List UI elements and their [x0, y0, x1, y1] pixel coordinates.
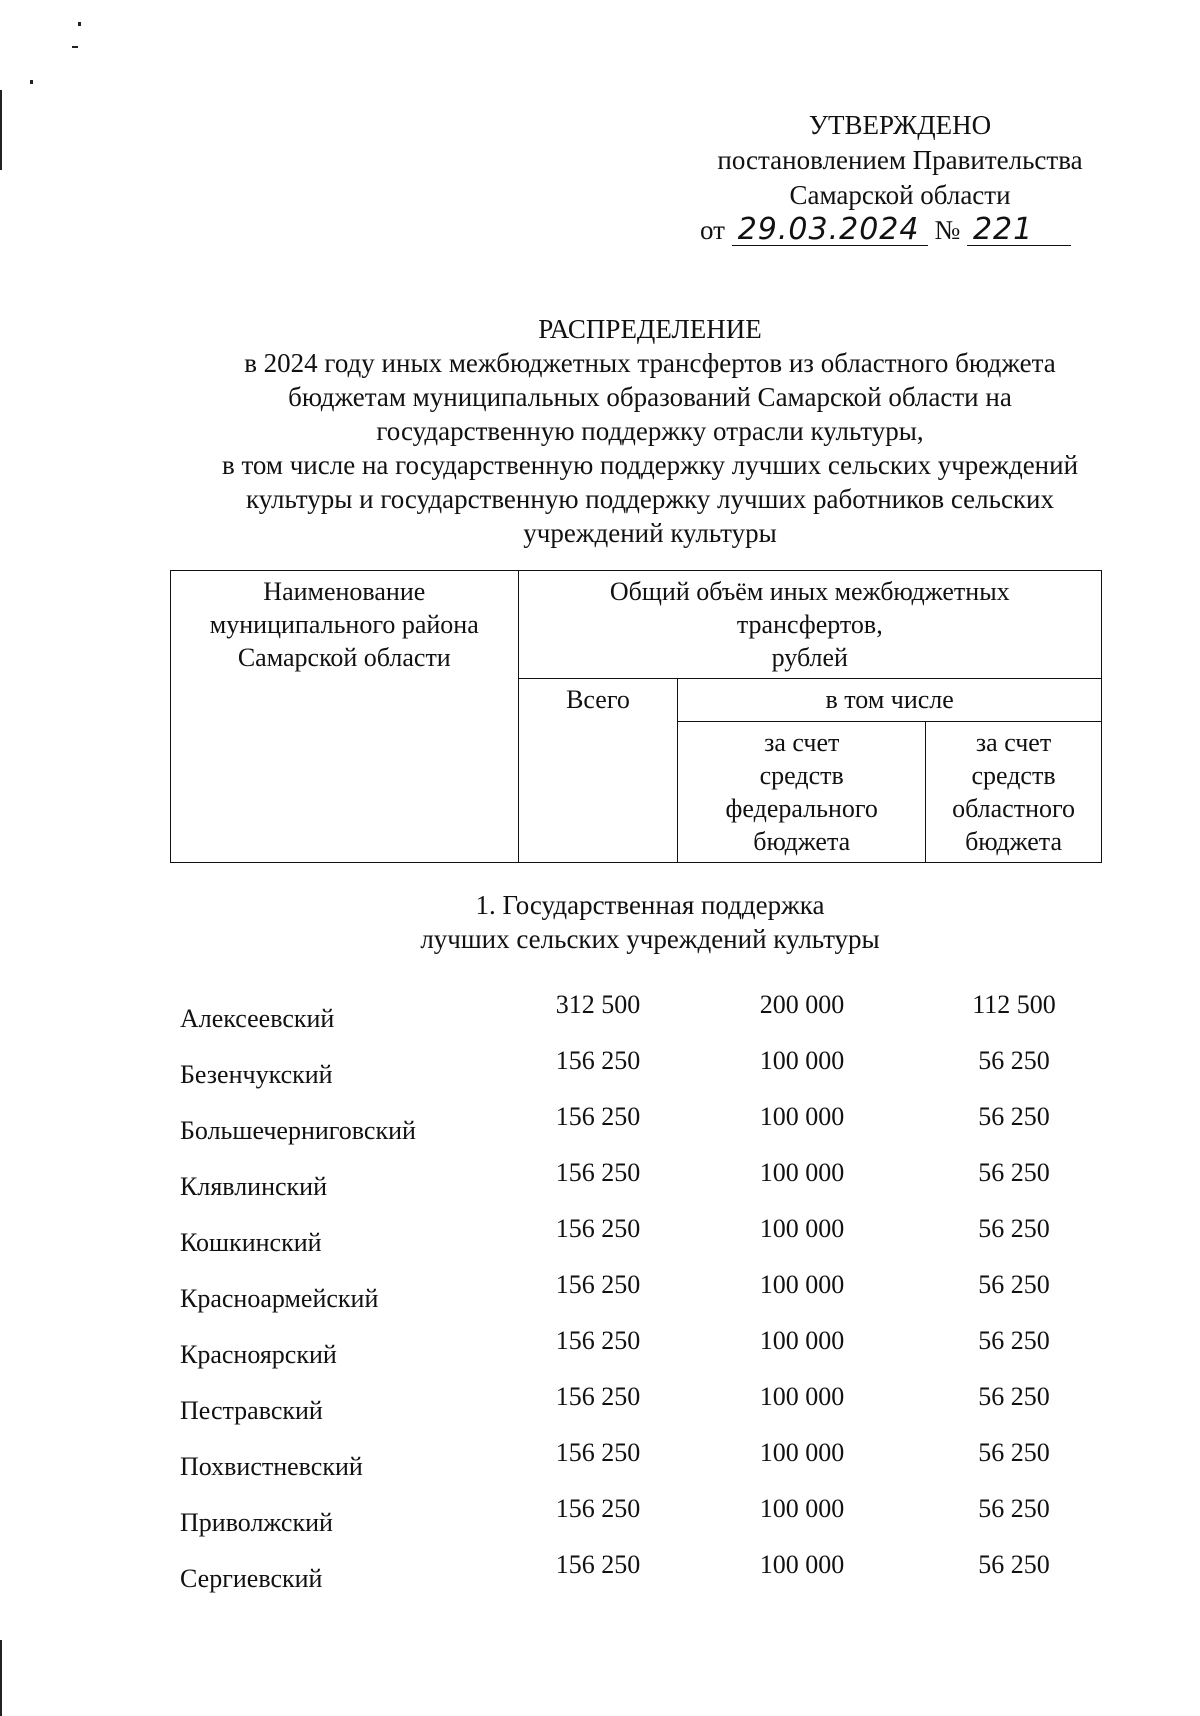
- district-name: Клявлинский: [180, 1172, 328, 1201]
- section-heading: [300, 888, 1000, 956]
- value-federal: 100 000: [759, 1046, 845, 1075]
- district-name: Красноармейский: [180, 1284, 379, 1313]
- document-title: [170, 312, 1130, 550]
- date-prefix: от: [700, 215, 725, 245]
- scan-artifact: [78, 22, 81, 26]
- table-row: [170, 1270, 1102, 1326]
- title-heading: РАСПРЕДЕЛЕНИЕ: [538, 314, 762, 344]
- header-total: Всего: [518, 679, 678, 863]
- value-total: 156 250: [555, 1438, 641, 1467]
- title-line: в том числе на государственную поддержку лучших сельских учреждений: [221, 450, 1079, 480]
- value-federal: 100 000: [759, 1326, 845, 1355]
- value-total: 156 250: [555, 1494, 641, 1523]
- value-regional: 56 250: [978, 1102, 1050, 1131]
- header-total-volume: Общий объём иных межбюджетных трансфертов, рублей: [518, 571, 1101, 679]
- value-regional: 56 250: [978, 1046, 1050, 1075]
- title-line: учреждений культуры: [523, 518, 777, 548]
- value-regional: 56 250: [978, 1494, 1050, 1523]
- value-regional: 112 500: [972, 990, 1056, 1019]
- value-total: 156 250: [555, 1046, 641, 1075]
- value-federal: 200 000: [759, 990, 845, 1019]
- section-heading-line: 1. Государственная поддержка: [475, 890, 825, 920]
- value-total: 156 250: [555, 1158, 641, 1187]
- table-row: [170, 1550, 1102, 1606]
- value-federal: 100 000: [759, 1550, 845, 1579]
- value-regional: 56 250: [978, 1382, 1050, 1411]
- header-federal: за счет средств федерального бюджета: [678, 722, 926, 863]
- header-regional: за счет средств областного бюджета: [926, 722, 1102, 863]
- header-district-name: Наименование муниципального района Самарской области: [171, 571, 519, 863]
- district-name: Безенчукский: [180, 1060, 333, 1089]
- title-line: культуры и государственную поддержку лучших работников сельских: [246, 484, 1054, 514]
- number-sign: №: [934, 215, 961, 245]
- value-total: 156 250: [555, 1270, 641, 1299]
- handwritten-number: 221: [972, 212, 1034, 247]
- value-federal: 100 000: [759, 1158, 845, 1187]
- value-total: 156 250: [555, 1382, 641, 1411]
- handwritten-date: 29.03.2024: [737, 212, 920, 247]
- table-row: [170, 1046, 1102, 1102]
- district-name: Приволжский: [180, 1508, 333, 1537]
- value-federal: 100 000: [759, 1214, 845, 1243]
- district-table: [170, 990, 1102, 1606]
- title-line: в 2024 году иных межбюджетных трансфертов из областного бюджета: [244, 348, 1056, 378]
- title-line: бюджетам муниципальных образований Самарской области на: [288, 382, 1012, 412]
- value-total: 156 250: [555, 1102, 641, 1131]
- value-total: 156 250: [555, 1214, 641, 1243]
- table-header: [170, 570, 1102, 863]
- value-regional: 56 250: [978, 1438, 1050, 1467]
- value-total: 156 250: [555, 1326, 641, 1355]
- approval-line: Самарской области: [789, 180, 1011, 210]
- value-federal: 100 000: [759, 1382, 845, 1411]
- value-federal: 100 000: [759, 1270, 845, 1299]
- value-federal: 100 000: [759, 1102, 845, 1131]
- approval-date-line: [690, 213, 1110, 248]
- approval-line: постановлением Правительства: [717, 145, 1083, 175]
- district-name: Похвистневский: [180, 1452, 363, 1481]
- table-row: [170, 1214, 1102, 1270]
- district-name: Сергиевский: [180, 1564, 323, 1593]
- section-heading-line: лучших сельских учреждений культуры: [420, 924, 880, 954]
- district-name: Кошкинский: [180, 1228, 322, 1257]
- table-row: [170, 1494, 1102, 1550]
- district-name: Красноярский: [180, 1340, 337, 1369]
- approval-block: [690, 108, 1110, 248]
- header-including: в том числе: [678, 679, 1102, 722]
- value-regional: 56 250: [978, 1214, 1050, 1243]
- date-field: [732, 212, 928, 247]
- district-name: Большечерниговский: [180, 1116, 416, 1145]
- value-regional: 56 250: [978, 1270, 1050, 1299]
- value-regional: 56 250: [978, 1326, 1050, 1355]
- value-total: 312 500: [555, 990, 641, 1019]
- approval-line: УТВЕРЖДЕНО: [808, 110, 992, 140]
- scan-artifact: [72, 46, 78, 48]
- scan-artifact: [30, 80, 33, 84]
- value-federal: 100 000: [759, 1494, 845, 1523]
- value-regional: 56 250: [978, 1550, 1050, 1579]
- district-name: Пестравский: [180, 1396, 323, 1425]
- title-line: государственную поддержку отрасли культуры,: [376, 416, 924, 446]
- table-row: [170, 1102, 1102, 1158]
- district-name: Алексеевский: [180, 1004, 335, 1033]
- scan-artifact: [0, 90, 2, 170]
- value-federal: 100 000: [759, 1438, 845, 1467]
- table-row: [170, 1158, 1102, 1214]
- value-total: 156 250: [555, 1550, 641, 1579]
- table-row: [170, 1382, 1102, 1438]
- table-row: [170, 1326, 1102, 1382]
- table-row: [170, 990, 1102, 1046]
- scan-artifact: [0, 1640, 2, 1716]
- value-regional: 56 250: [978, 1158, 1050, 1187]
- table-row: [170, 1438, 1102, 1494]
- number-field: [967, 212, 1071, 247]
